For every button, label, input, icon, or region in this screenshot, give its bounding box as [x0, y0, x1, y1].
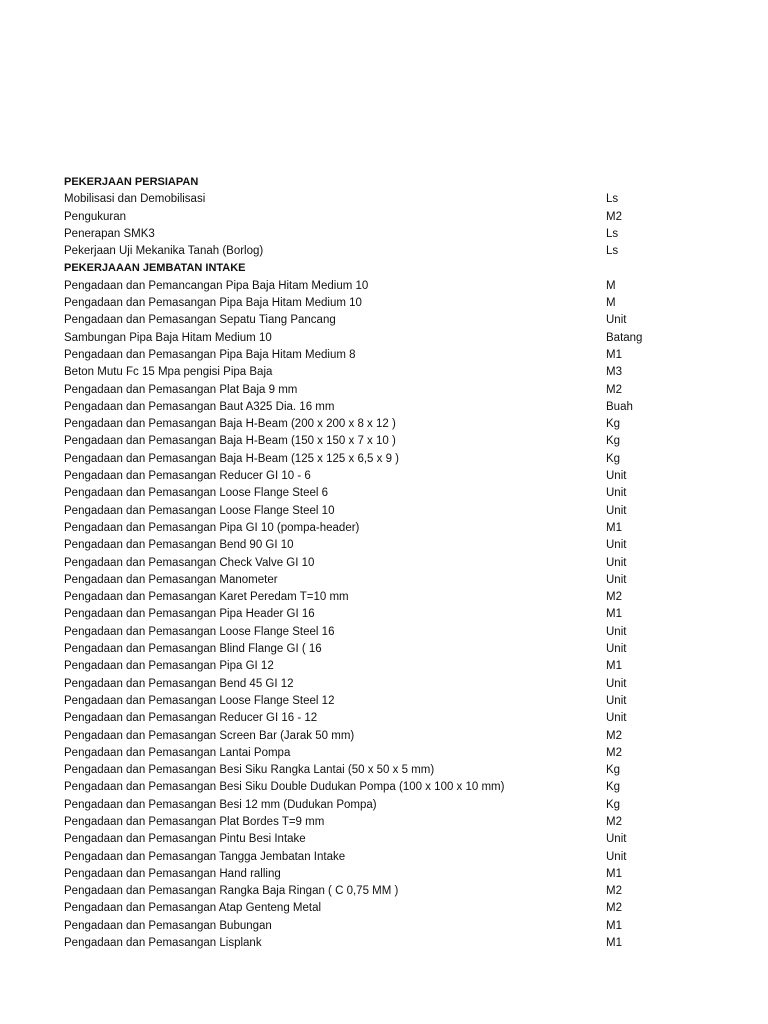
item-description: Pengadaan dan Pemasangan Manometer	[64, 573, 278, 586]
item-unit: M1	[606, 521, 622, 534]
item-description: Pengadaan dan Pemasangan Pipa Baja Hitam Medium 8	[64, 348, 356, 361]
table-row	[64, 451, 724, 468]
item-description: Pengadaan dan Pemasangan Besi Siku Double Dudukan Pompa (100 x 100 x 10 mm)	[64, 781, 505, 794]
item-unit: Unit	[606, 833, 627, 846]
item-unit: Ls	[606, 245, 619, 258]
item-unit: Unit	[606, 712, 627, 725]
item-description: Pengadaan dan Pemasangan Baja H-Beam (125 x 125 x 6,5 x 9 )	[64, 452, 399, 465]
item-description: Pengadaan dan Pemasangan Reducer GI 10 - 6	[64, 470, 311, 483]
item-unit: Kg	[606, 435, 621, 448]
table-row	[64, 364, 724, 381]
item-unit: Unit	[606, 625, 627, 638]
item-description: Pengadaan dan Pemasangan Pipa Header GI 16	[64, 608, 315, 621]
work-items-table	[64, 174, 724, 952]
item-description: Sambungan Pipa Baja Hitam Medium 10	[64, 331, 272, 344]
item-unit: Unit	[606, 487, 627, 500]
item-unit: M1	[606, 867, 622, 880]
table-row	[64, 503, 724, 520]
item-description: Pengadaan dan Pemasangan Tangga Jembatan Intake	[64, 850, 346, 863]
item-unit: Ls	[606, 193, 619, 206]
table-row	[64, 243, 724, 260]
table-row	[64, 745, 724, 762]
item-description: Pengadaan dan Pemasangan Reducer GI 16 - 12	[64, 712, 318, 725]
table-row	[64, 191, 724, 208]
table-row	[64, 295, 724, 312]
table-row	[64, 555, 724, 572]
item-unit: M2	[606, 885, 622, 898]
item-description: Pengadaan dan Pemasangan Blind Flange GI ( 16	[64, 643, 322, 656]
table-row	[64, 589, 724, 606]
item-description: Pengukuran	[64, 210, 127, 223]
item-description: Pengadaan dan Pemasangan Pintu Besi Intake	[64, 833, 306, 846]
table-row	[64, 762, 724, 779]
item-unit: Unit	[606, 314, 627, 327]
item-unit: Kg	[606, 798, 621, 811]
item-unit: Kg	[606, 418, 621, 431]
item-unit: Unit	[606, 643, 627, 656]
item-unit: Kg	[606, 452, 621, 465]
section-heading: PEKERJAAN PERSIAPAN	[64, 176, 199, 188]
table-row	[64, 641, 724, 658]
table-row	[64, 537, 724, 554]
item-unit: Ls	[606, 227, 619, 240]
item-unit: M2	[606, 383, 622, 396]
item-unit: Unit	[606, 556, 627, 569]
item-unit	[606, 260, 706, 277]
table-row	[64, 866, 724, 883]
item-unit: M1	[606, 919, 622, 932]
item-unit: Kg	[606, 764, 621, 777]
item-description: Pengadaan dan Pemasangan Pipa GI 10 (pompa-header)	[64, 521, 360, 534]
table-row	[64, 918, 724, 935]
item-description: Pengadaan dan Pemasangan Loose Flange Steel 10	[64, 504, 335, 517]
table-row	[64, 312, 724, 329]
item-description: Pengadaan dan Pemasangan Atap Genteng Metal	[64, 902, 322, 915]
item-unit: M2	[606, 729, 622, 742]
table-row	[64, 676, 724, 693]
item-unit: Batang	[606, 331, 643, 344]
section-heading-row	[64, 174, 724, 191]
item-description: Pengadaan dan Pemasangan Hand ralling	[64, 867, 281, 880]
table-row	[64, 468, 724, 485]
table-row	[64, 416, 724, 433]
table-row	[64, 399, 724, 416]
table-row	[64, 209, 724, 226]
item-unit: M2	[606, 746, 622, 759]
table-row	[64, 382, 724, 399]
item-description: Pengadaan dan Pemasangan Loose Flange Steel 6	[64, 487, 329, 500]
item-unit: M2	[606, 591, 622, 604]
item-unit: M2	[606, 815, 622, 828]
item-unit: M1	[606, 608, 622, 621]
section-heading: PEKERJAAAN JEMBATAN INTAKE	[64, 262, 246, 275]
item-unit	[606, 174, 706, 191]
item-unit: M	[606, 279, 616, 292]
item-description: Pengadaan dan Pemasangan Besi 12 mm (Dudukan Pompa)	[64, 798, 377, 811]
item-unit: Unit	[606, 850, 627, 863]
item-description: Pengadaan dan Pemasangan Lantai Pompa	[64, 746, 291, 759]
item-description: Pengadaan dan Pemasangan Karet Peredam T=10 mm	[64, 591, 349, 604]
item-description: Penerapan SMK3	[64, 227, 155, 240]
table-row	[64, 572, 724, 589]
table-row	[64, 278, 724, 295]
table-row	[64, 624, 724, 641]
table-row	[64, 900, 724, 917]
item-unit: Unit	[606, 677, 627, 690]
item-description: Pengadaan dan Pemasangan Sepatu Tiang Pancang	[64, 314, 336, 327]
item-description: Pengadaan dan Pemasangan Bend 45 GI 12	[64, 677, 294, 690]
item-description: Pengadaan dan Pemasangan Pipa GI 12	[64, 660, 274, 673]
item-description: Pengadaan dan Pemasangan Plat Baja 9 mm	[64, 383, 298, 396]
item-unit: Unit	[606, 470, 627, 483]
item-unit: Unit	[606, 504, 627, 517]
item-unit: Buah	[606, 400, 633, 413]
table-row	[64, 606, 724, 623]
item-description: Pengadaan dan Pemasangan Loose Flange Steel 16	[64, 625, 335, 638]
item-description: Pengadaan dan Pemasangan Lisplank	[64, 937, 262, 950]
item-unit: M2	[606, 902, 622, 915]
item-unit: M2	[606, 210, 622, 223]
table-row	[64, 330, 724, 347]
item-unit: M1	[606, 348, 622, 361]
table-row	[64, 935, 724, 952]
table-row	[64, 710, 724, 727]
item-unit: M1	[606, 660, 622, 673]
table-row	[64, 485, 724, 502]
item-description: Pengadaan dan Pemasangan Plat Bordes T=9 mm	[64, 815, 325, 828]
item-description: Pengadaan dan Pemancangan Pipa Baja Hitam Medium 10	[64, 279, 369, 292]
item-description: Pengadaan dan Pemasangan Check Valve GI 10	[64, 556, 315, 569]
item-unit: Unit	[606, 539, 627, 552]
item-unit: Unit	[606, 573, 627, 586]
table-row	[64, 849, 724, 866]
item-description: Beton Mutu Fc 15 Mpa pengisi Pipa Baja	[64, 366, 273, 379]
item-description: Pengadaan dan Pemasangan Besi Siku Rangka Lantai (50 x 50 x 5 mm)	[64, 764, 435, 777]
item-description: Pengadaan dan Pemasangan Loose Flange Steel 12	[64, 694, 335, 707]
item-unit: M1	[606, 937, 622, 950]
item-description: Pengadaan dan Pemasangan Pipa Baja Hitam Medium 10	[64, 297, 362, 310]
section-heading-row	[64, 260, 724, 277]
item-description: Pengadaan dan Pemasangan Baja H-Beam (200 x 200 x 8 x 12 )	[64, 418, 396, 431]
table-row	[64, 883, 724, 900]
table-row	[64, 347, 724, 364]
item-description: Pengadaan dan Pemasangan Bubungan	[64, 919, 272, 932]
item-unit: M3	[606, 366, 622, 379]
item-unit: M	[606, 297, 616, 310]
item-unit: Kg	[606, 781, 621, 794]
table-row	[64, 520, 724, 537]
item-description: Pengadaan dan Pemasangan Baut A325 Dia. 16 mm	[64, 400, 335, 413]
item-description: Pekerjaan Uji Mekanika Tanah (Borlog)	[64, 245, 264, 258]
table-row	[64, 728, 724, 745]
item-description: Pengadaan dan Pemasangan Bend 90 GI 10	[64, 539, 294, 552]
item-description: Pengadaan dan Pemasangan Baja H-Beam (150 x 150 x 7 x 10 )	[64, 435, 396, 448]
table-row	[64, 658, 724, 675]
table-row	[64, 226, 724, 243]
table-row	[64, 779, 724, 796]
item-unit: Unit	[606, 694, 627, 707]
item-description: Mobilisasi dan Demobilisasi	[64, 193, 206, 206]
table-row	[64, 831, 724, 848]
item-description: Pengadaan dan Pemasangan Rangka Baja Ringan ( C 0,75 MM )	[64, 885, 399, 898]
table-row	[64, 433, 724, 450]
table-row	[64, 693, 724, 710]
item-description: Pengadaan dan Pemasangan Screen Bar (Jarak 50 mm)	[64, 729, 355, 742]
table-row	[64, 814, 724, 831]
table-row	[64, 797, 724, 814]
